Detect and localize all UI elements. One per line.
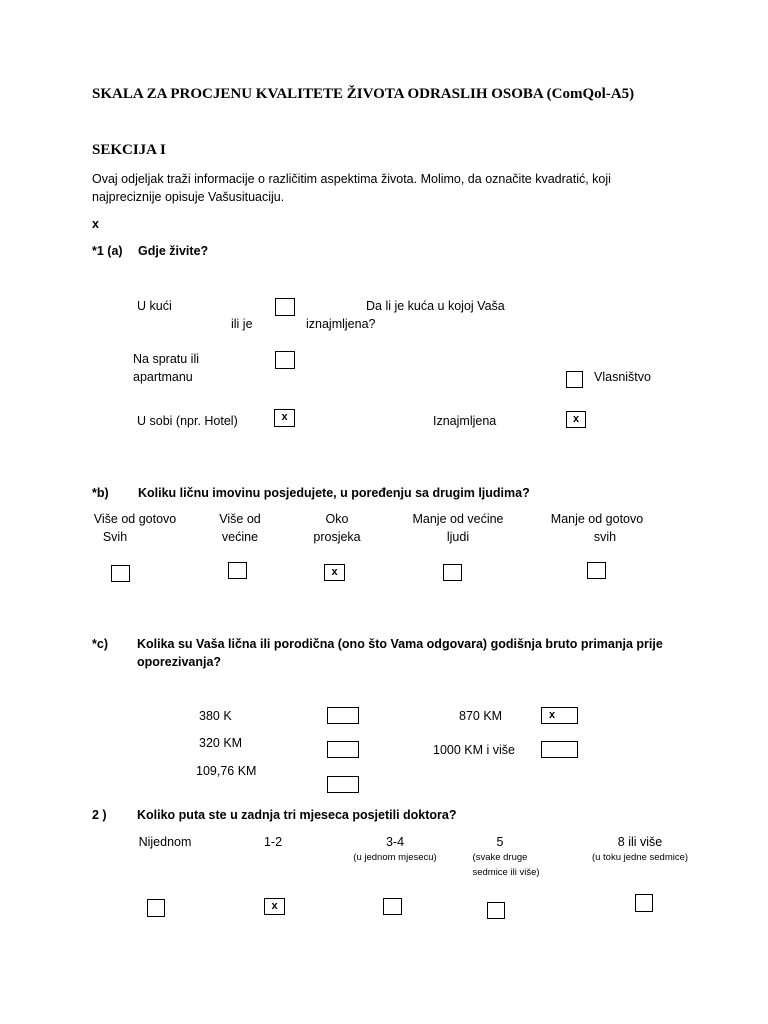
q1b-checkbox-4[interactable] <box>443 564 462 581</box>
q1b-option-4-line-1: Manje od većine <box>412 512 504 526</box>
q2-option-1: Nijednom <box>138 835 192 849</box>
q1c-checkbox-1[interactable] <box>327 707 359 724</box>
intro-line-1: Ovaj odjeljak traži informacije o različitim aspektima života. Molimo, da označite kvadratić, koji <box>92 172 611 186</box>
q1a-number: *1 (a) <box>92 244 123 258</box>
q1c-checkbox-4[interactable]: x <box>541 707 578 724</box>
q1b-number: *b) <box>92 486 109 500</box>
q1b-checkbox-2[interactable] <box>228 562 247 579</box>
q1c-option-5: 1000 KM i više <box>433 743 515 757</box>
q1b-option-3-line-1: Oko <box>325 512 349 526</box>
q1a-question: Gdje živite? <box>138 244 209 258</box>
q1b-checkbox-1[interactable] <box>111 565 130 582</box>
q2-option-5-note: (u toku jedne sedmice) <box>591 852 689 863</box>
section-heading: SEKCIJA I <box>92 142 166 158</box>
q1b-option-4-line-2: ljudi <box>446 530 470 544</box>
q1b-question: Koliku ličnu imovinu posjedujete, u poređenju sa drugim ljudima? <box>138 486 530 500</box>
q1c-checkbox-3[interactable] <box>327 776 359 793</box>
q2-checkbox-1[interactable] <box>147 899 165 917</box>
q1b-checkbox-3[interactable]: x <box>324 564 345 581</box>
q1a-option-room: U sobi (npr. Hotel) <box>137 414 238 428</box>
q1a-checkbox-own[interactable] <box>566 371 583 388</box>
q1a-option-floor-line-2: apartmanu <box>133 370 193 384</box>
q2-checkbox-2[interactable]: x <box>264 898 285 915</box>
q2-option-2: 1-2 <box>263 835 283 849</box>
q1a-option-own: Vlasništvo <box>594 370 651 384</box>
q2-option-3: 3-4 <box>385 835 405 849</box>
q1c-option-1: 380 K <box>199 709 232 723</box>
q1b-option-2-line-1: Više od <box>219 512 261 526</box>
q1c-number: *c) <box>92 637 108 651</box>
q2-number: 2 ) <box>92 808 107 822</box>
q1b-option-1-line-2: Svih <box>102 530 128 544</box>
q1b-option-2-line-2: većine <box>221 530 259 544</box>
q2-question: Koliko puta ste u zadnja tri mjeseca posjetili doktora? <box>137 808 457 822</box>
q1a-ili-je: ili je <box>231 317 253 331</box>
q1a-checkbox-rent[interactable]: x <box>566 411 586 428</box>
q1a-followup-line-2: iznajmljena? <box>306 317 376 331</box>
q1c-option-2: 320 KM <box>199 736 243 750</box>
q1c-checkbox-2[interactable] <box>327 741 359 758</box>
q2-checkbox-5[interactable] <box>635 894 653 912</box>
stray-mark: x <box>92 217 99 231</box>
q1b-option-1-line-1: Više od gotovo <box>93 512 177 526</box>
intro-line-2: najpreciznije opisuje Vašusituaciju. <box>92 190 285 204</box>
q1a-checkbox-house[interactable] <box>275 298 295 316</box>
q1c-question-line-1: Kolika su Vaša lična ili porodična (ono što Vama odgovara) godišnja bruto primanja prije <box>137 637 663 651</box>
q2-option-4-note-line-2: sedmice ili više) <box>472 867 540 878</box>
q1a-checkbox-room[interactable]: x <box>274 409 295 427</box>
q2-option-5: 8 ili više <box>617 835 663 849</box>
q1c-question-line-2: oporezivanja? <box>137 655 222 669</box>
q2-option-4-note-line-1: (svake druge <box>472 852 528 863</box>
q2-option-4: 5 <box>496 835 504 849</box>
q1b-option-5-line-1: Manje od gotovo <box>550 512 644 526</box>
q1c-option-3: 109,76 KM <box>196 764 257 778</box>
q1c-checkbox-5[interactable] <box>541 741 578 758</box>
q1b-option-5-line-2: svih <box>593 530 617 544</box>
q2-checkbox-3[interactable] <box>383 898 402 915</box>
q1a-checkbox-floor[interactable] <box>275 351 295 369</box>
page-title: SKALA ZA PROCJENU KVALITETE ŽIVOTA ODRASLIH OSOBA (ComQol-A5) <box>92 86 635 102</box>
q1b-checkbox-5[interactable] <box>587 562 606 579</box>
q1a-option-rent: Iznajmljena <box>433 414 497 428</box>
q1a-option-floor-line-1: Na spratu ili <box>133 352 199 366</box>
q2-checkbox-4[interactable] <box>487 902 505 919</box>
q1a-followup-line-1: Da li je kuća u kojoj Vaša <box>366 299 505 313</box>
q1b-option-3-line-2: prosjeka <box>313 530 361 544</box>
q1c-option-4: 870 KM <box>459 709 503 723</box>
q1a-option-house: U kući <box>137 299 172 313</box>
q2-option-3-note: (u jednom mjesecu) <box>353 852 437 863</box>
